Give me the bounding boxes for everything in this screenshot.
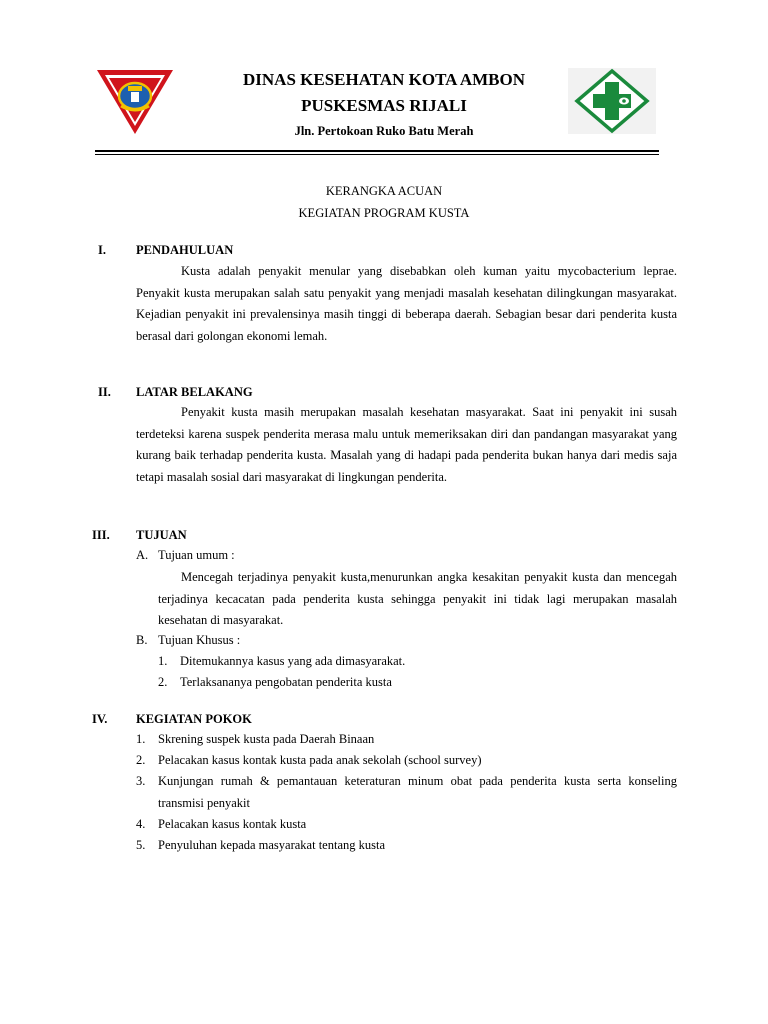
list-item-text: Skrening suspek kusta pada Daerah Binaan (158, 732, 375, 746)
section-heading: PENDAHULUAN (136, 243, 234, 257)
list-item-text: Ditemukannya kasus yang ada dimasyarakat. (180, 654, 406, 668)
list-marker: 1. (136, 732, 146, 746)
list-marker: 2. (136, 753, 146, 767)
list-item (136, 545, 677, 567)
section-heading: KEGIATAN POKOK (136, 712, 252, 726)
subsection-title: Tujuan umum : (158, 548, 235, 562)
list-item-text: Kunjungan rumah & pemantauan keteraturan minum obat pada penderita kusta serta konseling transmisi penyakit (158, 774, 677, 810)
list-item-text: Pelacakan kasus kontak kusta pada anak sekolah (school survey) (158, 753, 482, 767)
list-marker: B. (136, 633, 148, 647)
section-paragraph: Kusta adalah penyakit menular yang disebabkan oleh kuman yaitu mycobacterium leprae. Penyakit kusta merupakan salah satu penyakit yang menjadi masalah kesehatan dilingkungan masyarakat. Kejadian penyakit ini prevalensinya masih tinggi di beberapa daerah. Sebagian besar dari penderita kusta berasal dari golongan ekonomi lemah. (136, 264, 677, 343)
section-number: I. (98, 243, 106, 257)
section-number: II. (98, 385, 111, 399)
section-number: IV. (92, 712, 108, 726)
list-item-text: Pelacakan kasus kontak kusta (158, 817, 307, 831)
list-item (136, 835, 677, 857)
list-marker: 3. (136, 774, 146, 788)
list-item (158, 672, 677, 694)
agency-name: DINAS KESEHATAN KOTA AMBON (243, 70, 525, 89)
document-subtitle: KEGIATAN PROGRAM KUSTA (298, 206, 470, 220)
list-marker: 1. (158, 654, 168, 668)
section-number: III. (92, 528, 110, 542)
section-paragraph: Penyakit kusta masih merupakan masalah kesehatan masyarakat. Saat ini penyakit ini susah terdeteksi karena suspek penderita merasa malu untuk memeriksakan diri dan pandangan masyarakat yang kurang baik terhadap penderita kusta. Masalah yang di hadapi pada penderita bukan hanya dari medis saja tetapi masalah sosial dari masyarakat di lingkungan penderita. (136, 405, 677, 484)
list-item (136, 630, 677, 652)
list-item (136, 729, 677, 751)
list-marker: 4. (136, 817, 146, 831)
list-item (136, 750, 677, 772)
section-heading: LATAR BELAKANG (136, 385, 253, 399)
list-marker: 2. (158, 675, 168, 689)
puskesmas-cross-icon (568, 68, 656, 134)
header-divider (95, 150, 659, 152)
header-divider-thin (95, 154, 659, 155)
subsection-title: Tujuan Khusus : (158, 633, 241, 647)
facility-name: PUSKESMAS RIJALI (301, 96, 467, 115)
list-item-text: Terlaksananya pengobatan penderita kusta (180, 675, 392, 689)
list-item-text: Penyuluhan kepada masyarakat tentang kusta (158, 838, 386, 852)
document-title: KERANGKA ACUAN (325, 184, 443, 198)
list-marker: 5. (136, 838, 146, 852)
facility-address: Jln. Pertokoan Ruko Batu Merah (294, 124, 474, 138)
list-item (136, 814, 677, 836)
list-item (136, 771, 677, 815)
list-marker: A. (136, 548, 149, 562)
list-item (158, 651, 677, 673)
section-paragraph: Mencegah terjadinya penyakit kusta,menurunkan angka kesakitan penyakit kusta dan mencegah terjadinya kecacatan pada penderita kusta sehingga penyakit ini tidak lagi merupakan masalah kesehatan di masyarakat. (158, 570, 677, 627)
city-emblem-icon (95, 66, 175, 136)
section-heading: TUJUAN (136, 528, 187, 542)
